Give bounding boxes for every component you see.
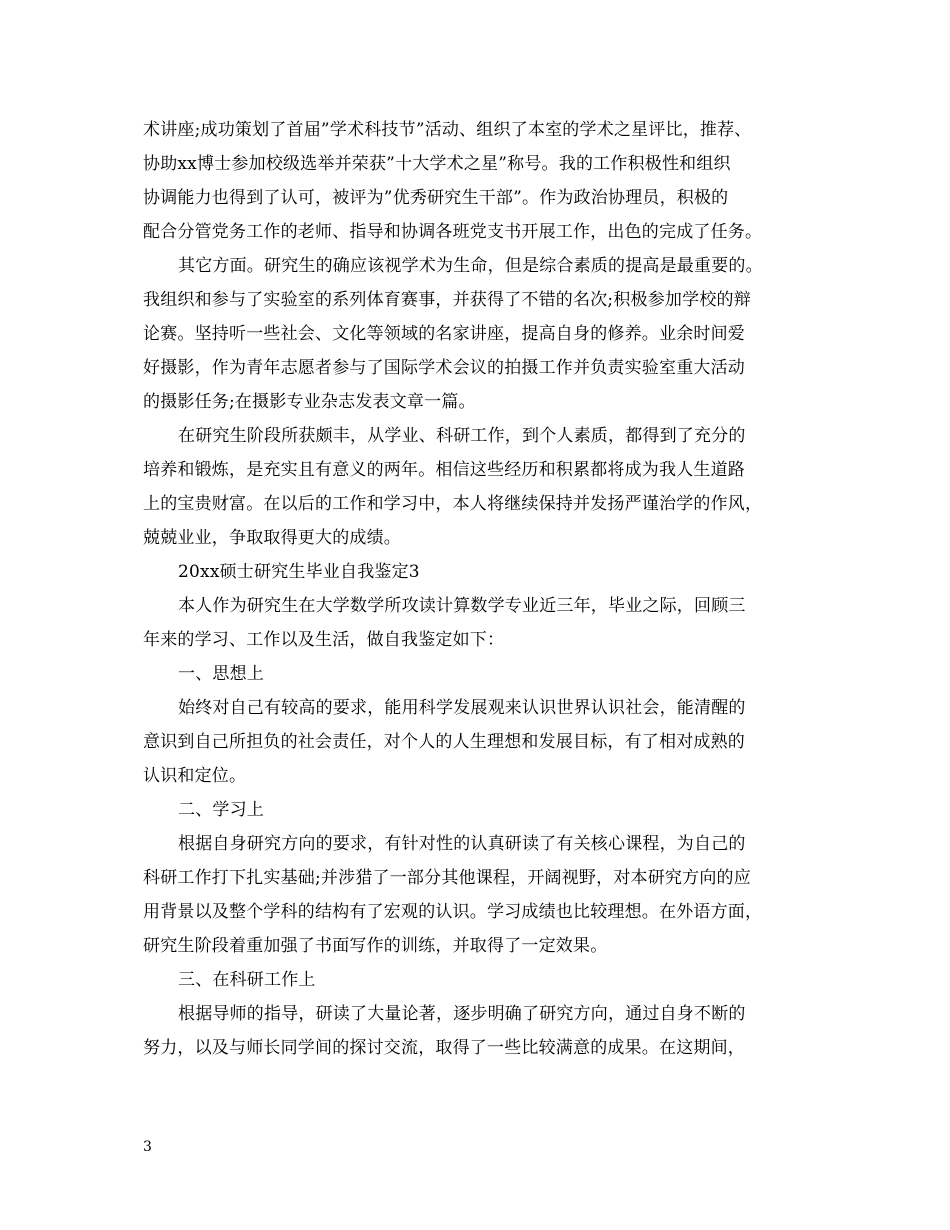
text-line: 论赛。坚持听一些社会、文化等领域的名家讲座，提高自身的修养。业余时间爱 [143, 324, 745, 344]
paragraph-start-line: 始终对自己有较高的要求，能用科学发展观来认识世界认识社会，能清醒的 [178, 698, 746, 718]
text-line: 上的宝贵财富。在以后的工作和学习中，本人将继续保持并发扬严谨治学的作风， [143, 494, 763, 514]
paragraph-start-line: 根据自身研究方向的要求，有针对性的认真研读了有关核心课程，为自己的 [178, 834, 746, 854]
text-line: 培养和锻炼，是充实且有意义的两年。相信这些经历和积累都将成为我人生道路 [143, 460, 745, 480]
text-line: 年来的学习、工作以及生活，做自我鉴定如下： [143, 630, 505, 650]
text-line: 配合分管党务工作的老师、指导和协调各班党支书开展工作，出色的完成了任务。 [143, 222, 763, 242]
text-line: 术讲座;成功策划了首届”学术科技节”活动、组织了本室的学术之星评比，推荐、 [143, 120, 752, 140]
text-line: 好摄影，作为青年志愿者参与了国际学术会议的拍摄工作并负责实验室重大活动 [143, 358, 745, 378]
paragraph-start-line: 本人作为研究生在大学数学所攻读计算数学专业近三年，毕业之际，回顾三 [178, 596, 746, 616]
paragraph-start-line: 在研究生阶段所获颇丰，从学业、科研工作，到个人素质，都得到了充分的 [178, 426, 746, 446]
text-line: 努力，以及与师长同学间的探讨交流，取得了一些比较满意的成果。在这期间， [143, 1038, 745, 1058]
text-line: 我组织和参与了实验室的系列体育赛事，并获得了不错的名次;积极参加学校的辩 [143, 290, 751, 310]
text-line: 协助xx博士参加校级选举并荣获”十大学术之星”称号。我的工作积极性和组织 [143, 154, 731, 174]
text-line: 协调能力也得到了认可，被评为”优秀研究生干部”。作为政治协理员，积极的 [143, 188, 729, 208]
subsection-heading: 二、学习上 [178, 800, 264, 820]
text-line: 认识和定位。 [143, 766, 247, 786]
text-line: 用背景以及整个学科的结构有了宏观的认识。学习成绩也比较理想。在外语方面， [143, 902, 763, 922]
text-line: 研究生阶段着重加强了书面写作的训练，并取得了一定效果。 [143, 936, 608, 956]
text-line: 的摄影任务;在摄影专业杂志发表文章一篇。 [143, 392, 476, 412]
text-line: 兢兢业业，争取取得更大的成绩。 [143, 528, 401, 548]
page-number: 3 [143, 1139, 152, 1155]
document-body [143, 113, 808, 1065]
paragraph-start-line: 其它方面。研究生的确应该视学术为生命，但是综合素质的提高是最重要的。 [178, 256, 763, 276]
subsection-heading: 一、思想上 [178, 664, 264, 684]
section-title: 20xx硕士研究生毕业自我鉴定3 [178, 562, 420, 582]
subsection-heading: 三、在科研工作上 [178, 970, 316, 990]
text-line: 科研工作打下扎实基础;并涉猎了一部分其他课程，开阔视野，对本研究方向的应 [143, 868, 751, 888]
paragraph-start-line: 根据导师的指导，研读了大量论著，逐步明确了研究方向，通过自身不断的 [178, 1004, 746, 1024]
text-line: 意识到自己所担负的社会责任，对个人的人生理想和发展目标，有了相对成熟的 [143, 732, 745, 752]
